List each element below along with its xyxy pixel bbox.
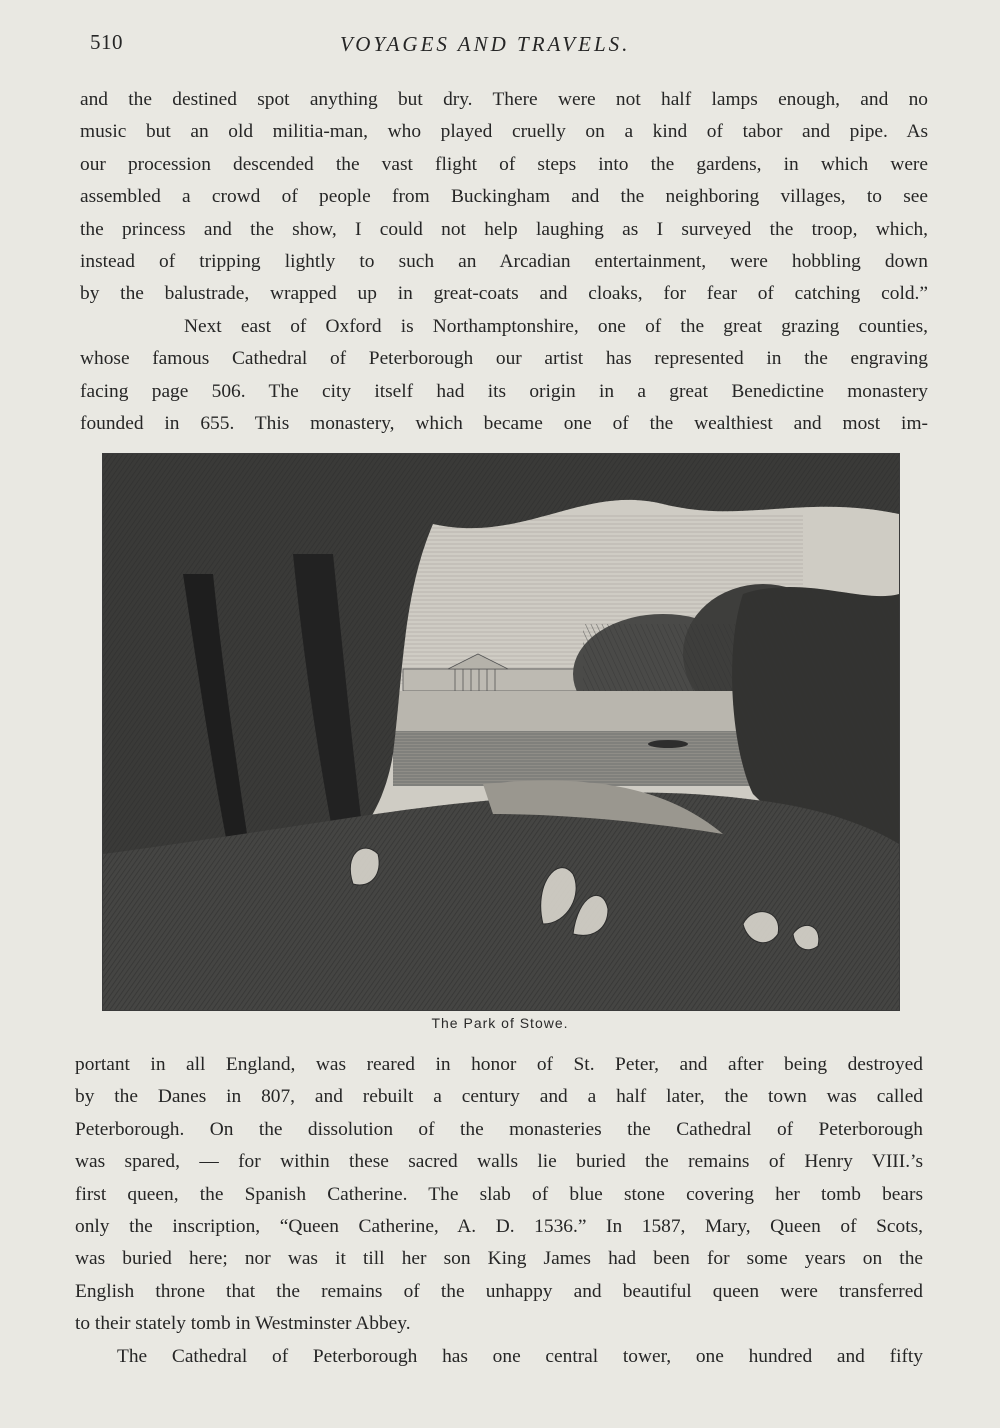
text-line: facing page 506. The city itself had its origin in a great Benedictine monastery: [80, 380, 928, 402]
text-line: by the balustrade, wrapped up in great-coats and cloaks, for fear of catching cold.”: [80, 283, 928, 305]
engraving-park-of-stowe: [102, 453, 900, 1011]
page-number: 510: [90, 30, 123, 54]
text-line: whose famous Cathedral of Peterborough our artist has represented in the engraving: [80, 348, 928, 370]
text-line: Peterborough. On the dissolution of the monasteries the Cathedral of Peterborough: [75, 1118, 923, 1140]
text-line: was spared, — for within these sacred walls lie buried the remains of Henry VIII.’s: [75, 1151, 923, 1173]
text-line: our procession descended the vast flight of steps into the gardens, in which were: [80, 153, 928, 175]
text-line: portant in all England, was reared in honor of St. Peter, and after being destroyed: [75, 1054, 923, 1075]
text-line: by the Danes in 807, and rebuilt a century and a half later, the town was called: [75, 1086, 923, 1108]
text-line: the princess and the show, I could not help laughing as I surveyed the troop, which,: [80, 218, 928, 240]
text-line: music but an old militia-man, who played cruelly on a kind of tabor and pipe. As: [80, 121, 928, 143]
text-line: was buried here; nor was it till her son King James had been for some years on the: [75, 1248, 923, 1270]
bottom-text-block: [75, 1049, 923, 1373]
text-line: instead of tripping lightly to such an Arcadian entertainment, were hobbling down: [80, 251, 928, 273]
engraving-artwork: [103, 454, 899, 1010]
text-line: founded in 655. This monastery, which became one of the wealthiest and most im-: [80, 413, 928, 435]
text-line: Next east of Oxford is Northamptonshire, one of the great grazing counties,: [184, 315, 928, 337]
text-line: first queen, the Spanish Catherine. The slab of blue stone covering her tomb bears: [75, 1183, 923, 1205]
illustration-caption: The Park of Stowe.: [431, 1015, 569, 1031]
text-line: assembled a crowd of people from Buckingham and the neighboring villages, to see: [80, 186, 928, 208]
text-line: The Cathedral of Peterborough has one central tower, one hundred and fifty: [117, 1345, 923, 1367]
running-title: VOYAGES AND TRAVELS.: [340, 32, 631, 56]
text-line: English throne that the remains of the unhappy and beautiful queen were transferred: [75, 1280, 923, 1302]
top-text-block: [80, 84, 928, 440]
text-line: and the destined spot anything but dry. There were not half lamps enough, and no: [80, 89, 928, 110]
text-line: to their stately tomb in Westminster Abbey.: [75, 1313, 411, 1335]
text-line: only the inscription, “Queen Catherine, A. D. 1536.” In 1587, Mary, Queen of Scots,: [75, 1216, 923, 1238]
